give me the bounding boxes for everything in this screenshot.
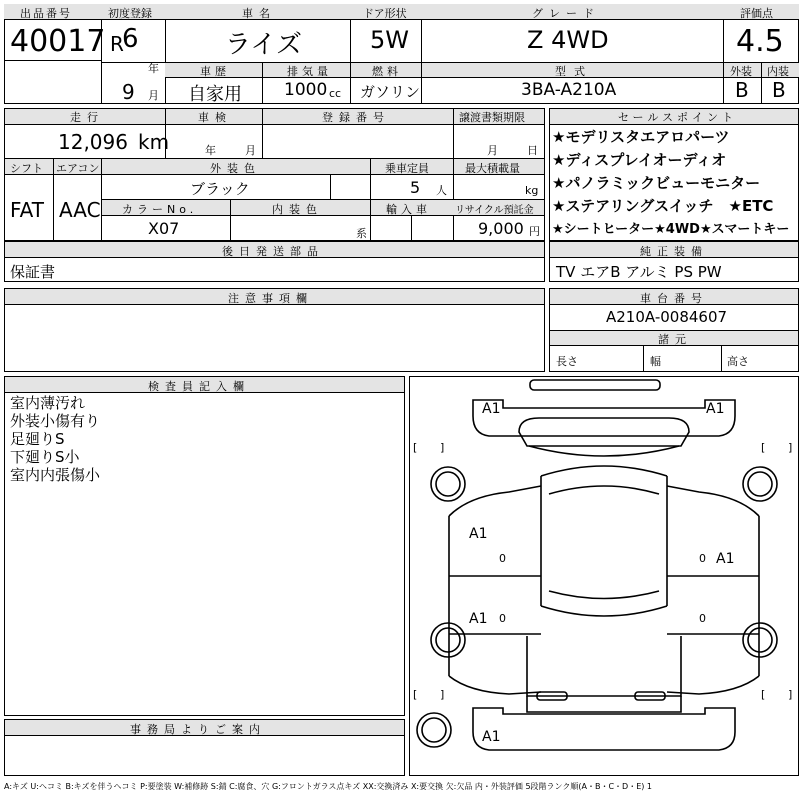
int-color-label: 内装色 [272, 203, 323, 216]
plate-label: 登録番号 [322, 111, 390, 124]
sales-title: セールスポイント [618, 111, 738, 124]
later-parts-title: 後日発送部品 [222, 245, 324, 258]
color-label: 外装色 [210, 162, 261, 175]
load-unit: kg [525, 184, 539, 197]
score-label: 評価点 [740, 7, 773, 20]
damage-mark: A1 [482, 401, 501, 417]
mileage-label: 走行 [70, 111, 104, 124]
color-value: ブラック [190, 180, 250, 198]
reg-month: 9 [122, 80, 135, 104]
sales-line: ★ディスプレイオーディオ [552, 151, 727, 169]
spec-width: 幅 [650, 355, 661, 368]
reg-year-unit: 年 [148, 62, 159, 75]
side-mark: 0 [499, 612, 506, 625]
bracket: ] [788, 441, 793, 454]
exterior-label: 外装 [730, 65, 752, 78]
specs-title: 諸元 [658, 333, 692, 346]
car-diagram [409, 376, 799, 776]
side-mark: 0 [699, 552, 706, 565]
exterior-value: B [735, 78, 749, 102]
displacement-unit: cc [329, 87, 342, 100]
damage-mark: A1 [469, 526, 488, 542]
bracket: ] [440, 441, 445, 454]
door-label: ドア形状 [363, 7, 407, 20]
bracket: ] [788, 688, 793, 701]
notes-title: 注意事項欄 [228, 292, 313, 305]
interior-value: B [772, 78, 786, 102]
doc-day: 日 [527, 144, 538, 157]
office-title: 事務局よりご案内 [130, 723, 266, 736]
car-name: ライズ [225, 30, 302, 60]
reg-era: R [110, 32, 124, 56]
spec-length: 長さ [556, 355, 578, 368]
recycle-value: 9,000 [478, 219, 524, 238]
history-label: 車歴 [200, 65, 230, 78]
equipment-title: 純正装備 [640, 245, 708, 258]
capacity-label: 乗車定員 [385, 162, 429, 175]
inspector-line: 室内薄汚れ [10, 394, 86, 412]
bracket: [ [761, 441, 766, 454]
inspector-line: 下廻りS小 [10, 448, 80, 466]
later-parts-value: 保証書 [10, 263, 56, 281]
reg-month-unit: 月 [148, 89, 159, 102]
chassis-title: 車台番号 [640, 292, 708, 305]
damage-mark: A1 [716, 551, 735, 567]
inspector-line: 室内内張傷小 [10, 466, 101, 484]
inspector-line: 足廻りS [10, 430, 65, 448]
color-no-value: X07 [148, 219, 180, 238]
door-value: 5W [370, 26, 409, 54]
model-value: 3BA-A210A [521, 80, 617, 100]
lot-number: 40017 [10, 24, 106, 59]
ac-value: AAC [59, 198, 101, 222]
fuel-value: ガソリン [360, 83, 421, 101]
bracket: ] [440, 688, 445, 701]
doc-month: 月 [487, 144, 498, 157]
sales-line: ★パノラミックビューモニター [552, 174, 761, 192]
capacity-unit: 人 [436, 184, 447, 197]
damage-mark: A1 [706, 401, 725, 417]
sales-line: ★モデリスタエアロパーツ [552, 128, 730, 146]
inspector-line: 外装小傷有り [10, 412, 101, 430]
color-no-label: カラーNo. [122, 203, 198, 216]
bracket: [ [761, 688, 766, 701]
inspection-label: 車検 [198, 111, 232, 124]
car-name-label: 車名 [242, 7, 276, 20]
inspection-month: 月 [245, 144, 256, 157]
history-value: 自家用 [188, 84, 242, 105]
mileage-unit: km [138, 130, 170, 154]
legend-text: A:キズ U:ヘコミ B:キズを伴うヘコミ P:要塗装 W:補修跡 S:錆 C:腐食、穴 G:フロントガラス点キズ XX:交換済み X:要交換 欠:欠品 内・外装評価 5段階ランク順(A・B・C・D・E) 1 [4, 782, 653, 791]
reg-label: 初度登録 [108, 7, 152, 20]
recycle-label: リサイクル預託金 [455, 205, 534, 216]
score-value: 4.5 [736, 24, 784, 59]
inspection-year: 年 [205, 144, 216, 157]
capacity-value: 5 [410, 178, 421, 197]
bracket: [ [413, 688, 418, 701]
damage-mark: A1 [482, 729, 501, 745]
reg-year: 6 [122, 24, 139, 54]
shift-value: FAT [10, 198, 45, 222]
inspector-title: 検査員記入欄 [148, 380, 250, 393]
lot-label: 出品番号 [20, 7, 72, 20]
shift-label: シフト [10, 162, 43, 175]
mileage-value: 12,096 [58, 130, 128, 154]
damage-mark: A1 [469, 611, 488, 627]
int-color-suffix: 系 [356, 227, 367, 240]
ac-label: エアコン [56, 162, 100, 175]
inspector-lines [10, 394, 100, 484]
equipment-value: TV エアB アルミ PS PW [556, 263, 722, 281]
side-mark: 0 [499, 552, 506, 565]
displacement-label: 排気量 [287, 65, 332, 78]
import-label: 輸入車 [386, 203, 431, 216]
spec-height: 高さ [727, 355, 749, 368]
side-mark: 0 [699, 612, 706, 625]
bracket: [ [413, 441, 418, 454]
grade-label: グレード [532, 7, 600, 20]
load-label: 最大積載量 [465, 162, 520, 175]
displacement-value: 1000 [284, 80, 328, 100]
sales-line: ★ステアリングスイッチ ★ETC [552, 197, 774, 215]
sales-lines [552, 126, 796, 241]
grade-value: Z 4WD [527, 26, 609, 54]
doc-label: 譲渡書類期限 [459, 111, 525, 124]
model-label: 型式 [555, 65, 593, 78]
fuel-label: 燃料 [372, 65, 402, 78]
interior-label: 内装 [767, 65, 789, 78]
recycle-unit: 円 [529, 225, 540, 238]
chassis-value: A210A-0084607 [606, 308, 728, 326]
sales-line: ★シートヒーター★4WD★スマートキー [552, 222, 790, 237]
